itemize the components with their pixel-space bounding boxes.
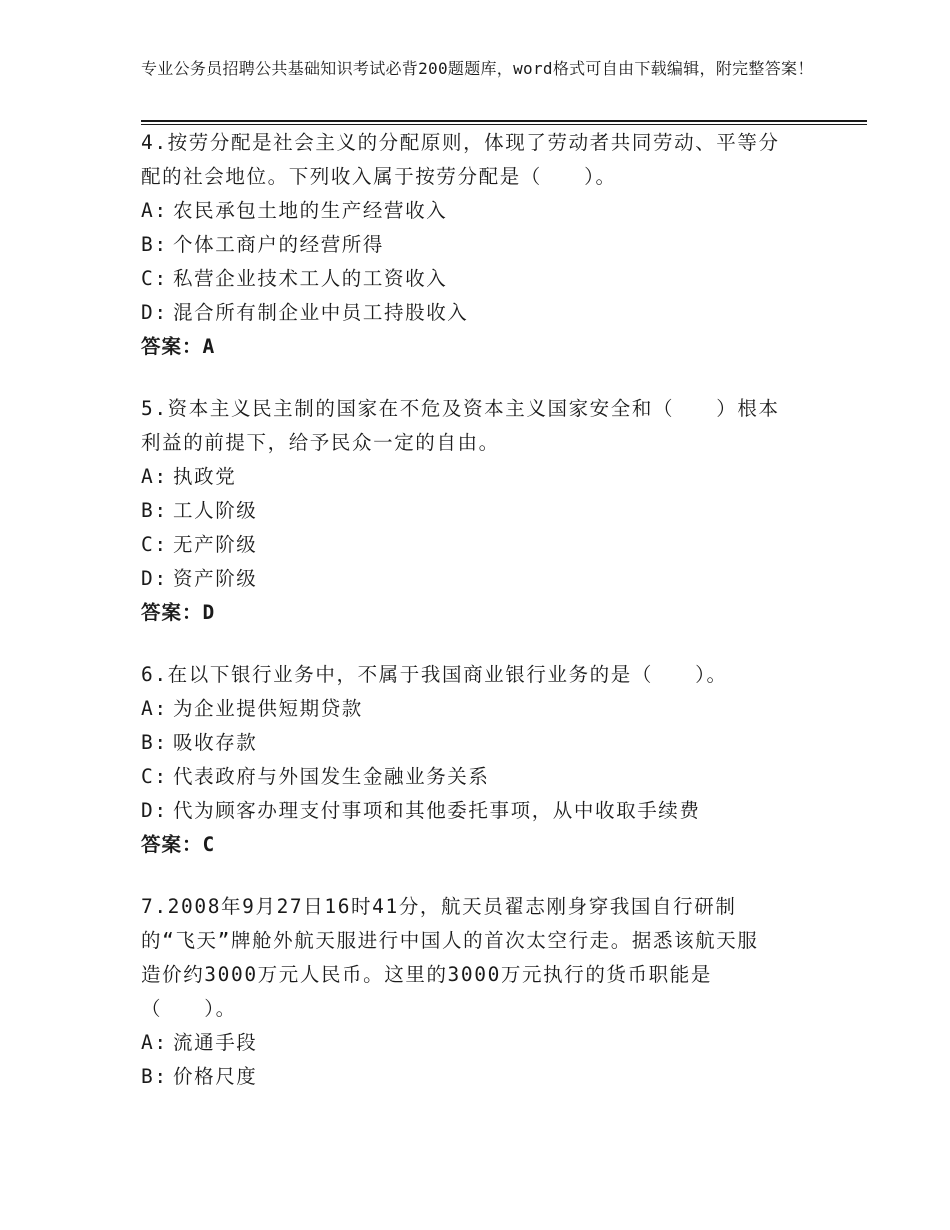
- question-5: [141, 392, 841, 630]
- option-letter: D:: [141, 567, 168, 590]
- option-text: 吸收存款: [173, 731, 258, 754]
- option-letter: C:: [141, 267, 168, 290]
- question-stem: 6.在以下银行业务中，不属于我国商业银行业务的是（ ）。: [141, 663, 728, 686]
- option-d: [141, 296, 841, 330]
- answer-line: 答案：A: [141, 335, 216, 358]
- option-text: 价格尺度: [173, 1065, 258, 1088]
- option-a: [141, 692, 841, 726]
- option-a: [141, 460, 841, 494]
- option-text: 代表政府与外国发生金融业务关系: [173, 765, 490, 788]
- question-6: [141, 658, 841, 862]
- option-a: [141, 194, 841, 228]
- option-letter: B:: [141, 731, 168, 754]
- option-text: 代为顾客办理支付事项和其他委托事项，从中收取手续费: [173, 799, 701, 822]
- option-text: 私营企业技术工人的工资收入: [173, 267, 448, 290]
- header-divider: [141, 120, 867, 125]
- option-b: [141, 1060, 841, 1094]
- answer-line: 答案：D: [141, 601, 216, 624]
- option-text: 混合所有制企业中员工持股收入: [173, 301, 469, 324]
- option-text: 工人阶级: [173, 499, 258, 522]
- question-stem: 5.资本主义民主制的国家在不危及资本主义国家安全和（ ）根本 利益的前提下，给予民众一定的自由。: [141, 397, 780, 454]
- answer-line: 答案：C: [141, 833, 216, 856]
- option-text: 流通手段: [173, 1031, 258, 1054]
- option-text: 资产阶级: [173, 567, 258, 590]
- option-c: [141, 262, 841, 296]
- option-b: [141, 726, 841, 760]
- option-d: [141, 562, 841, 596]
- option-text: 为企业提供短期贷款: [173, 697, 363, 720]
- option-letter: A:: [141, 199, 168, 222]
- question-stem: 4.按劳分配是社会主义的分配原则，体现了劳动者共同劳动、平等分 配的社会地位。下列收入属于按劳分配是（ ）。: [141, 131, 780, 188]
- option-c: [141, 760, 841, 794]
- option-letter: C:: [141, 765, 168, 788]
- option-text: 个体工商户的经营所得: [173, 233, 385, 256]
- option-letter: B:: [141, 499, 168, 522]
- option-letter: B:: [141, 1065, 168, 1088]
- option-a: [141, 1026, 841, 1060]
- question-list: [141, 126, 841, 1122]
- option-letter: D:: [141, 799, 168, 822]
- question-stem: 7.2008年9月27日16时41分，航天员翟志刚身穿我国自行研制 的“飞天”牌舱外航天服进行中国人的首次太空行走。据悉该航天服 造价约3000万元人民币。这里的3000万元执行的货币职能是 （ ）。: [141, 895, 759, 1020]
- option-b: [141, 228, 841, 262]
- option-text: 执政党: [173, 465, 237, 488]
- question-7: [141, 890, 841, 1094]
- option-letter: A:: [141, 1031, 168, 1054]
- option-letter: D:: [141, 301, 168, 324]
- option-text: 农民承包土地的生产经营收入: [173, 199, 448, 222]
- option-b: [141, 494, 841, 528]
- option-d: [141, 794, 841, 828]
- option-letter: B:: [141, 233, 168, 256]
- option-letter: A:: [141, 697, 168, 720]
- option-letter: A:: [141, 465, 168, 488]
- document-header: 专业公务员招聘公共基础知识考试必背200题题库，word格式可自由下载编辑，附完整答案！: [141, 59, 814, 78]
- option-text: 无产阶级: [173, 533, 258, 556]
- option-letter: C:: [141, 533, 168, 556]
- question-4: [141, 126, 841, 364]
- option-c: [141, 528, 841, 562]
